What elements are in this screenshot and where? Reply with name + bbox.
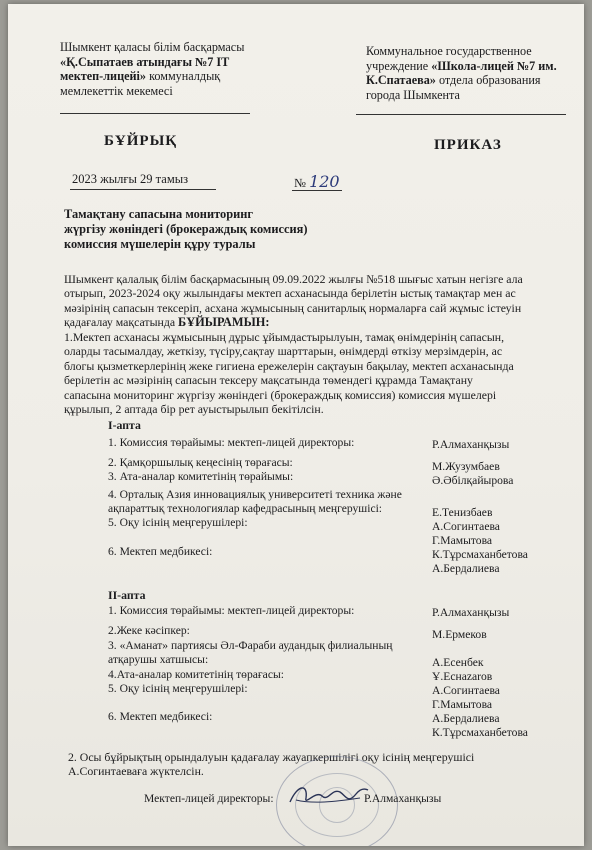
week-1-name: М.Жузумбаев bbox=[432, 460, 500, 473]
preamble bbox=[64, 272, 523, 330]
clause-2-line: 2. Осы бұйрықтың орындалуын қадағалау жауапкершілігі оқу ісінің меңгерушісі bbox=[68, 750, 475, 764]
order-number-value: 120 bbox=[309, 172, 340, 191]
week-2-row: 2.Жеке кәсіпкер: bbox=[108, 624, 190, 637]
order-number-prefix: № bbox=[294, 176, 306, 190]
week-2-name: М.Ермеков bbox=[432, 628, 487, 641]
clause-1-line: 1.Мектеп асханасы жұмысының дұрыс ұйымдастырылуын, тамақ өнімдерінің сапасын, bbox=[64, 330, 505, 344]
header-right-line1: Коммунальное государственное bbox=[366, 44, 532, 58]
week-2-row: 1. Комиссия төрайымы: мектеп-лицей директоры: bbox=[108, 604, 355, 617]
week-1-row: 2. Қамқоршылық кеңесінің төрағасы: bbox=[108, 456, 293, 469]
week-2-name: К.Тұрсмаханбетова bbox=[432, 726, 528, 739]
preamble-line: Шымкент қалалық білім басқармасының 09.09.2022 жылғы №518 шығыс хатын негізге ала bbox=[64, 272, 523, 286]
week-1-name: А.Согинтаева bbox=[432, 520, 500, 533]
order-word: БҰЙЫРАМЫН: bbox=[178, 315, 270, 330]
week-2-row: 4.Ата-аналар комитетінің төрағасы: bbox=[108, 668, 284, 681]
subject-line: Тамақтану сапасына мониторинг bbox=[64, 207, 253, 221]
week-1-name: Г.Мамытова bbox=[432, 534, 493, 547]
week-1-row: 5. Оқу ісінің меңгерушілері: bbox=[108, 516, 248, 529]
week-1-row: 3. Ата-аналар комитетінің төрайымы: bbox=[108, 470, 294, 483]
clause-1 bbox=[64, 330, 514, 416]
header-right bbox=[366, 44, 557, 102]
order-date: 2023 жылғы 29 тамыз bbox=[72, 172, 189, 186]
week-2-name: А.Бердалиева bbox=[432, 712, 500, 725]
header-left-line4: мемлекеттік мекемесі bbox=[60, 83, 173, 98]
preamble-line: отырып, 2023-2024 оқу жылындағы мектеп асханасында берілетін ыстық тамақтар мен ас bbox=[64, 286, 516, 301]
order-line: қадағалау мақсатында БҰЙЫРАМЫН: bbox=[64, 315, 270, 330]
signature-label: Мектеп-лицей директоры: bbox=[144, 792, 274, 805]
subject-line: жүргізу жөніндегі (брокераждық комиссия) bbox=[64, 222, 308, 237]
clause-1-line: оларды тасымалдау, жеткізу, түсіру,сақтау шарттарын, өнімдерді өткізу мерзімдерін, ас bbox=[64, 344, 503, 359]
week-1-row: 6. Мектеп медбикесі: bbox=[108, 545, 213, 558]
week-2-row: 5. Оқу ісінің меңгерушілері: bbox=[108, 682, 248, 695]
week-2-name: А.Согинтаева bbox=[432, 684, 500, 697]
header-left-line2: «Қ.Сыпатаев атындағы №7 ІТ bbox=[60, 54, 230, 69]
week-1-row: 4. Орталық Азия инновациялық университеті техника және bbox=[108, 488, 402, 501]
header-right-line2: учреждение «Школа-лицей №7 им. bbox=[366, 58, 557, 73]
number-rule bbox=[292, 190, 342, 191]
header-right-line3: К.Спатаева» отдела образования bbox=[366, 73, 541, 88]
clause-1-line: сапасына мониторинг жүргізу жөніндегі (брокераждық комиссия) комиссия мүшелері bbox=[64, 387, 497, 402]
title-ru: ПРИКАЗ bbox=[434, 137, 502, 153]
header-right-rule bbox=[356, 114, 566, 115]
signature-name: Р.Алмаханқызы bbox=[364, 792, 442, 805]
order-number bbox=[294, 172, 340, 191]
header-right-line4: города Шымкента bbox=[366, 87, 460, 102]
date-rule bbox=[70, 189, 216, 190]
preamble-line: мәзірінің сапасын тексеріп, асхана жұмысының санитарлық нормаларға сай жұмыс істеуін bbox=[64, 300, 522, 315]
week-2-label: ІІ-апта bbox=[108, 588, 146, 602]
week-1-name: К.Тұрсмаханбетова bbox=[432, 548, 528, 561]
document-page bbox=[8, 4, 584, 846]
week-2-name: Ұ.Еснazarов bbox=[432, 670, 493, 683]
header-left-line3: мектеп-лицейі» коммуналдық bbox=[60, 69, 221, 84]
order-subject bbox=[64, 207, 307, 253]
subject-line: комиссия мүшелерін құру туралы bbox=[64, 237, 256, 252]
week-2-name: Р.Алмаханқызы bbox=[432, 606, 510, 619]
week-2-name: Г.Мамытова bbox=[432, 698, 493, 711]
week-2-row: 3. «Аманат» партиясы Әл-Фараби аудандық филиалының bbox=[108, 639, 393, 652]
clause-1-line: блогы қызметкерлерінің жеке гигиена ережелерін сақтауын бақылау, мектеп асханасында bbox=[64, 358, 514, 373]
handwritten-signature-icon bbox=[286, 780, 370, 810]
week-2-row: атқарушы хатшысы: bbox=[108, 653, 209, 666]
week-1-name: А.Бердалиева bbox=[432, 562, 500, 575]
header-left-rule bbox=[60, 113, 250, 114]
week-1-label: І-апта bbox=[108, 418, 141, 432]
clause-1-line: құрылып, 2 аптада бір рет ауыстырылып бекітілсін. bbox=[64, 402, 324, 417]
title-kz: БҰЙРЫҚ bbox=[104, 133, 178, 149]
clause-2 bbox=[68, 750, 474, 779]
week-1-row: 1. Комиссия төрайымы: мектеп-лицей директоры: bbox=[108, 436, 355, 449]
clause-2-line: А.Согинтаеваға жүктелсін. bbox=[68, 764, 204, 779]
week-2-name: А.Есенбек bbox=[432, 656, 484, 669]
header-left bbox=[60, 40, 244, 98]
week-1-name: Ә.Әбілқайырова bbox=[432, 474, 514, 487]
clause-1-line: берілетін ас мәзірінің сапасын тексеру мақсатында төмендегі құрамда Тамақтану bbox=[64, 373, 473, 388]
week-2-row: 6. Мектеп медбикесі: bbox=[108, 710, 213, 723]
week-1-name: Р.Алмаханқызы bbox=[432, 438, 510, 451]
header-left-line1: Шымкент қаласы білім басқармасы bbox=[60, 40, 245, 54]
week-1-name: Е.Тенизбаев bbox=[432, 506, 493, 519]
week-1-row: ақпараттық технологиялар кафедрасының меңгерушісі: bbox=[108, 502, 383, 515]
